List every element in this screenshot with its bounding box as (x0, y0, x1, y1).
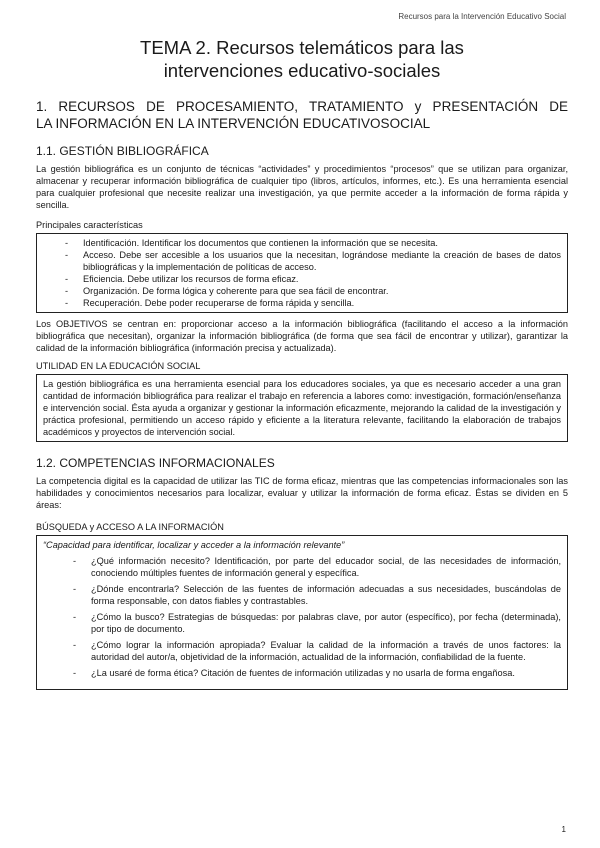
section-1-heading (36, 98, 568, 132)
bibliographic-management-intro: La gestión bibliográfica es un conjunto de técnicas “actividades” y procedimientos “procesos” que se utilizan para organizar, almacenar y recuperar información bibliográfica de cualquier tipo (libros, artículos, informes, etc.). Es una herramienta esencial para cualquier profesional que necesite realizar una investigación, ya que permite acceder a la información de forma rápida y sencilla. (36, 164, 568, 210)
competencies-intro: La competencia digital es la capacidad de utilizar las TIC de forma eficaz, mientras que las competencias informacionales son las habilidades y conocimientos necesarios para localizar, evaluar y utilizar la información de forma eficaz. Éstas se dividen en 5 áreas: (36, 476, 568, 510)
section-1-heading-line-1: 1. RECURSOS DE PROCESAMIENTO, TRATAMIENTO y PRESENTACIÓN DE (36, 99, 568, 114)
search-access-item: - ¿Dónde encontrarla? Selección de las fuentes de información adecuadas a sus necesidades, buscándolas de forma responsable, con datos fiables y contrastables. (73, 583, 561, 607)
feature-item: - Eficiencia. Debe utilizar los recursos de forma eficaz. (65, 273, 561, 285)
search-access-label: BÚSQUEDA y ACCESO A LA INFORMACIÓN (36, 522, 224, 532)
section-1-heading-line-2: LA INFORMACIÓN EN LA INTERVENCIÓN EDUCATIVOSOCIAL (36, 116, 431, 131)
subsection-1-2-heading: 1.2. COMPETENCIAS INFORMACIONALES (36, 456, 275, 470)
utility-label: UTILIDAD EN LA EDUCACIÓN SOCIAL (36, 361, 201, 371)
search-access-list (43, 555, 561, 679)
page-title-line-2: intervenciones educativo-sociales (163, 60, 441, 81)
objectives-paragraph: Los OBJETIVOS se centran en: proporcionar acceso a la información bibliográfica (facilitando el acceso a la información bibliográfica que necesitan), organizar la información bibliográfica (de forma que sea fácil de encontrar y utilizar), garantizar la calidad de la información bibliográfica (información precisa y actualizada). (36, 319, 568, 353)
feature-item: - Acceso. Debe ser accesible a los usuarios que la necesitan, lográndose mediante la creación de bases de datos bibliográficas y la implementación de políticas de acceso. (65, 249, 561, 273)
feature-item: - Recuperación. Debe poder recuperarse de forma rápida y sencilla. (65, 297, 561, 309)
features-box (36, 233, 568, 313)
page-number: 1 (561, 825, 566, 834)
running-header: Recursos para la Intervención Educativo Social (398, 12, 566, 21)
page-title-line-1: TEMA 2. Recursos telemáticos para las (140, 37, 464, 58)
utility-box (36, 374, 568, 442)
features-label: Principales características (36, 220, 143, 230)
features-list (43, 237, 561, 309)
search-access-item: - ¿Cómo la busco? Estrategias de búsquedas: por palabras clave, por autor (específico), por fecha (determinada), por tipo de documento. (73, 611, 561, 635)
subsection-1-1-heading: 1.1. GESTIÓN BIBLIOGRÁFICA (36, 144, 209, 158)
utility-text: La gestión bibliográfica es una herramienta esencial para los educadores sociales, ya que es necesario acceder a una gran cantidad de información bibliográfica para realizar el trabajo en referencia a labores como: investigación, formación/enseñanza e intervención social. Ésta ayuda a organizar y gestionar la información eficazmente, mejorando la calidad de la investigación y práctica profesional, permitiendo un acceso rápido y eficiente a la literatura relevante, facilitando la elaboración de trabajos académicos y proyectos de intervención social. (43, 379, 561, 437)
search-access-item: - ¿Qué información necesito? Identificación, por parte del educador social, de las necesidades de información, conociendo múltiples fuentes de información general y específica. (73, 555, 561, 579)
search-access-item: - ¿La usaré de forma ética? Citación de fuentes de información utilizadas y no usarla de forma engañosa. (73, 667, 561, 679)
search-access-quote: “Capacidad para identificar, localizar y acceder a la información relevante” (43, 540, 345, 550)
search-access-box (36, 535, 568, 690)
search-access-item: - ¿Cómo lograr la información apropiada? Evaluar la calidad de la información a través de unos factores: la autoridad del autor/a, objetividad de la información, actualidad de la información, confiabilidad de la fuente. (73, 639, 561, 663)
feature-item: - Organización. De forma lógica y coherente para que sea fácil de encontrar. (65, 285, 561, 297)
feature-item: - Identificación. Identificar los documentos que contienen la información que se necesita. (65, 237, 561, 249)
